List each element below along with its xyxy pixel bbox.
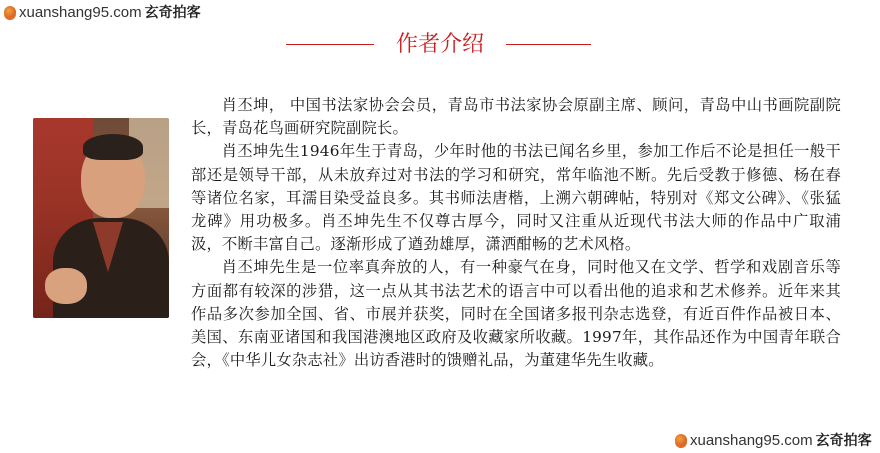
watermark-domain: xuanshang95.com <box>19 3 142 21</box>
watermark-logo-bottom <box>675 430 872 450</box>
watermark-logo-top <box>4 2 201 22</box>
section-header <box>0 30 880 60</box>
bio-paragraph-2: 肖丕坤先生1946年生于青岛，少年时他的书法已闻名乡里，参加工作后不论是担任一般干部还是领导干部，从未放弃过对书法的学习和研究，常年临池不断。先后受教于修德、杨在春等诸位名家，耳濡目染受益良多。其书师法唐楷，上溯六朝碑帖，特别对《郑文公碑》、《张猛龙碑》用功极多。肖丕坤先生不仅尊古厚今，同时又注重从近现代书法大师的作品中广取浦汲，不断丰富自己。逐渐形成了遒劲雄厚，潇洒酣畅的艺术风格。 <box>191 142 841 254</box>
bio-paragraph-1: 肖丕坤， 中国书法家协会会员，青岛市书法家协会原副主席、顾问，青岛中山书画院副院长，青岛花鸟画研究院副院长。 <box>191 96 841 138</box>
section-title: 作者介绍 <box>395 32 484 57</box>
watermark-brand: 玄奇拍客 <box>144 5 201 21</box>
watermark-brand: 玄奇拍客 <box>815 433 872 449</box>
author-bio <box>191 94 841 372</box>
title-divider-left <box>286 44 374 45</box>
title-divider-right <box>506 44 591 45</box>
cup-logo-icon <box>675 434 687 446</box>
cup-logo-icon <box>4 6 16 18</box>
watermark-domain: xuanshang95.com <box>690 431 813 449</box>
bio-paragraph-3: 肖丕坤先生是一位率真奔放的人，有一种豪气在身，同时他又在文学、哲学和戏剧音乐等方面都有较深的涉猎，这一点从其书法艺术的语言中可以看出他的追求和艺术修养。近年来其作品多次参加全国、省、市展并获奖，同时在全国诸多报刊杂志选登，有近百件作品被日本、美国、东南亚诸国和我国港澳地区政府及收藏家所收藏。1997年，其作品还作为中国青年联合会，《中华儿女杂志社》出访香港时的馈赠礼品，为董建华先生收藏。 <box>191 258 841 370</box>
author-portrait <box>33 118 169 318</box>
